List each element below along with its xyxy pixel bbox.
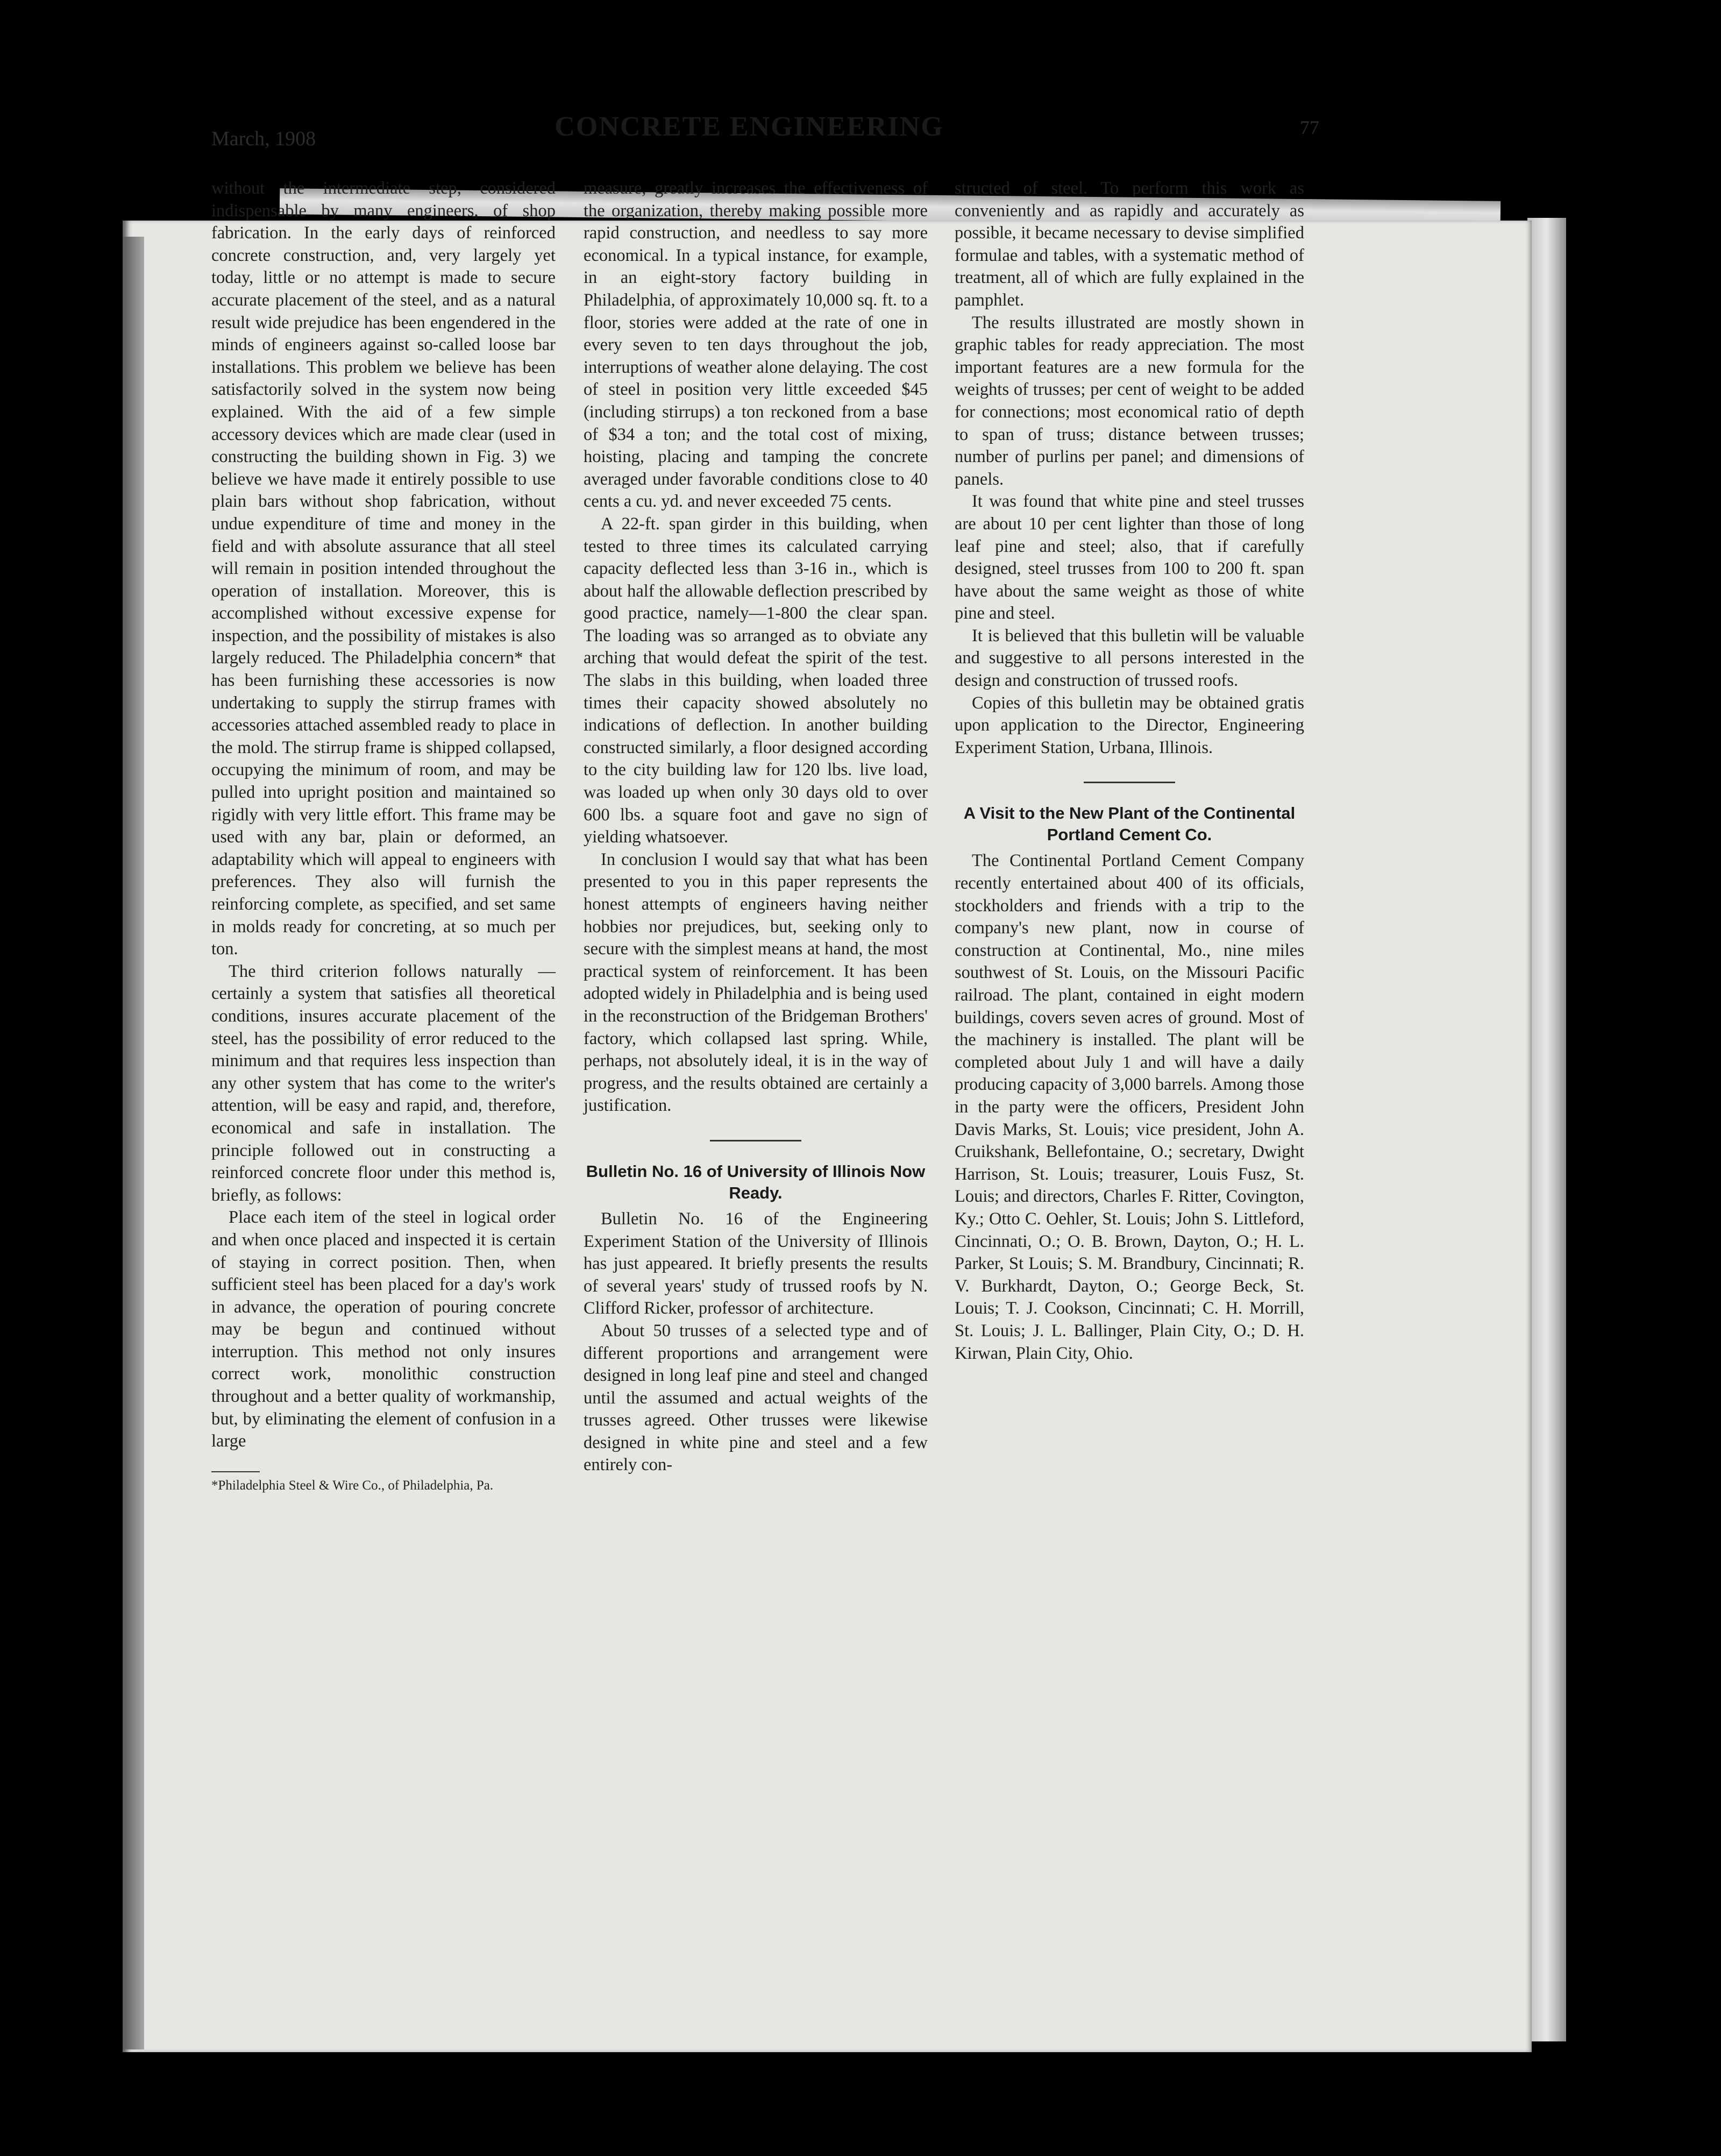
paragraph: The results illustrated are mostly shown in graphic tables for ready appreciation. The most important features are a new formula for the weights of trusses; per cent of weight to be added for connections; most economical ratio of depth to span of truss; distance between trusses; number of purlins per panel; and dimensions of panels.: [955, 313, 1304, 489]
binding-shadow: [123, 237, 144, 2049]
paragraph: without the intermediate step, considered indispensable by many engineers, of shop fabrication. In the early days of reinforced concrete construction, and, very largely yet today, little or no attempt is made to secure accurate placement of the steel, and as a natural result wide prejudice has been engendered in the minds of engineers against so-called loose bar installations. This problem we believe has been satisfactorily solved in the system now being explained. With the aid of a few simple accessory devices which are made clear (used in constructing the building shown in Fig. 3) we believe we have made it entirely possible to use plain bars without shop fabrication, without undue expenditure of time and money in the field and with absolute assurance that all steel will remain in position intended throughout the operation of installation. Moreover, this is accomplished without excessive expense for inspection, and the possibility of mistakes is also largely reduced. The Philadelphia concern* that has been furnishing these accessories is now undertaking to supply the stirrup frames with accessories attached assembled ready to place in the mold. The stirrup frame is shipped collapsed, occupying the minimum of room, and may be pulled into upright position and maintained so rigidly with very little effort. This frame may be used with any bar, plain or deformed, an adaptability which will appeal to engineers with preferences. They also will furnish the reinforcing complete, as specified, and set same in molds ready for concreting, at so much per ton.: [211, 179, 556, 959]
paragraph: The Continental Portland Cement Company recently entertained about 400 of its officials, stockholders and friends with a trip to the company's new plant, now in course of construction at Continental, Mo., nine miles southwest of St. Louis, on the Missouri Pacific railroad. The plant, contained in eight modern buildings, covers seven acres of ground. Most of the machinery is installed. The plant will be completed about July 1 and will have a daily producing capacity of 3,000 barrels. Among those in the party were the officers, President John Davis Marks, St. Louis; vice president, John A. Cruikshank, Bellefontaine, O.; secretary, Dwight Harrison, St. Louis; treasurer, Louis Fusz, St. Louis; and directors, Charles F. Ritter, Covington, Ky.; Otto C. Oehler, St. Louis; John S. Littleford, Cincinnati, O.; O. B. Brown, Dayton, O.; H. L. Parker, St Louis; S. M. Brandbury, Cincinnati; R. V. Burkhardt, Dayton, O.; George Beck, St. Louis; T. J. Cookson, Cincinnati; C. H. Morrill, St. Louis; J. L. Ballinger, Plain City, O.; D. H. Kirwan, Plain City, Ohio.: [955, 851, 1304, 1363]
paragraph: In conclusion I would say that what has been presented to you in this paper represents the honest attempts of engineers having neither hobbies nor prejudices, but, seeking only to secure with the simplest means at hand, the most practical system of reinforcement. It has been adopted widely in Philadelphia and is being used in the reconstruction of the Bridgeman Brothers' factory, which collapsed last spring. While, perhaps, not absolutely ideal, it is in the way of progress, and the results obtained are certainly a justification.: [584, 849, 928, 1116]
issue-date: March, 1908: [211, 127, 316, 150]
section-divider: [710, 1140, 801, 1141]
paragraph: Place each item of the steel in logical order and when once placed and inspected it is certain of staying in correct position. Then, when sufficient steel has been placed for a day's work in advance, the operation of pouring concrete may be begun and continued without interruption. This method not only insures correct work, monolithic construction throughout and a better quality of workmanship, but, by eliminating the element of confusion in a large: [211, 1208, 556, 1451]
paragraph: It is believed that this bulletin will be valuable and suggestive to all persons interested in the design and construction of trussed roofs.: [955, 626, 1304, 691]
article-heading-bulletin: Bulletin No. 16 of University of Illinois Now Ready.: [586, 1161, 926, 1202]
journal-title: CONCRETE ENGINEERING: [554, 111, 944, 142]
footnote: *Philadelphia Steel & Wire Co., of Philadelphia, Pa.: [211, 1478, 494, 1493]
paragraph: About 50 trusses of a selected type and of different proportions and arrangement were designed in long leaf pine and steel and changed until the assumed and actual weights of the trusses agreed. Other trusses were likewise designed in white pine and steel and a few entirely con-: [584, 1321, 928, 1475]
footnote-rule: [211, 1471, 260, 1472]
text-column-3: [955, 178, 1304, 1365]
paragraph: measure, greatly increases the effectiveness of the organization, thereby making possible more rapid construction, and needless to say more economical. In a typical instance, for example, in an eight-story factory building in Philadelphia, of approximately 10,000 sq. ft. to a floor, stories were added at the rate of one in every seven to ten days throughout the job, interruptions of weather alone delaying. The cost of steel in position very little exceeded $45 (including stirrups) a ton reckoned from a base of $34 a ton; and the total cost of mixing, hoisting, placing and tamping the concrete averaged under favorable conditions close to 40 cents a cu. yd. and never exceeded 75 cents.: [584, 179, 928, 512]
paragraph: structed of steel. To perform this work as conveniently and as rapidly and accurately as possible, it became necessary to devise simplified formulae and tables, with a systematic method of treatment, all of which are fully explained in the pamphlet.: [955, 179, 1304, 310]
text-column-2: [584, 178, 928, 1477]
paragraph: It was found that white pine and steel trusses are about 10 per cent lighter than those of long leaf pine and steel; also, that if carefully designed, steel trusses from 100 to 200 ft. span have about the same weight as those of white pine and steel.: [955, 492, 1304, 623]
paragraph: The third criterion follows naturally —certainly a system that satisfies all theoretical conditions, insures accurate placement of the steel, has the possibility of error reduced to the minimum and that requires less inspection than any other system that has come to the writer's attention, will be easy and rapid, and, therefore, economical and safe in installation. The principle followed out in constructing a reinforced concrete floor under this method is, briefly, as follows:: [211, 961, 556, 1205]
paragraph: Copies of this bulletin may be obtained gratis upon application to the Director, Engineering Experiment Station, Urbana, Illinois.: [955, 693, 1304, 757]
article-heading-cement-plant: A Visit to the New Plant of the Continental Portland Cement Co.: [963, 804, 1296, 845]
section-divider: [1084, 782, 1175, 783]
paragraph: Bulletin No. 16 of the Engineering Experiment Station of the University of Illinois has just appeared. It briefly presents the results of several years' study of trussed roofs by N. Clifford Ricker, professor of architecture.: [584, 1209, 928, 1318]
text-column-1: [211, 178, 556, 1494]
page-stack-right-edge: [1527, 218, 1566, 2041]
paragraph: A 22-ft. span girder in this building, when tested to three times its calculated carrying capacity deflected less than 3-16 in., which is about half the allowable deflection prescribed by good practice, namely—1-800 the clear span. The loading was so arranged as to obviate any arching that would defeat the spirit of the test. The slabs in this building, when loaded three times their capacity showed absolutely no indications of deflection. In another building constructed similarly, a floor designed according to the city building law for 120 lbs. live load, was loaded up when only 30 days old to over 600 lbs. a square foot and gave no sign of yielding whatsoever.: [584, 514, 928, 847]
running-header: [211, 107, 1319, 160]
page-number: 77: [1300, 117, 1319, 138]
